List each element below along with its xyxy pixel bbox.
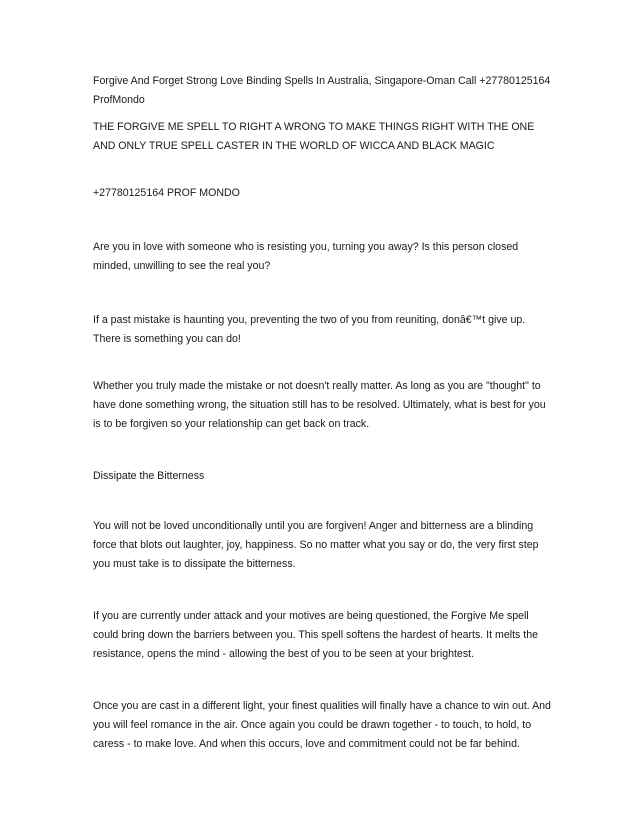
body-paragraph: Are you in love with someone who is resisting you, turning you away? Is this person closed minded, unwilling to see the real you? bbox=[93, 241, 519, 272]
contact-line: +27780125164 PROF MONDO bbox=[93, 187, 240, 199]
body-paragraph: Once you are cast in a different light, your finest qualities will finally have a chance to win out. And you will feel romance in the air. Once again you could be drawn together - to touch, to hold, to caress - to make love. And when this occurs, love and commitment could not be far behind. bbox=[93, 700, 551, 750]
body-paragraph: If you are currently under attack and your motives are being questioned, the Forgive Me spell could bring down the barriers between you. This spell softens the hardest of hearts. It melts the resistance, opens the mind - allowing the best of you to be seen at your brightest. bbox=[93, 610, 538, 660]
body-paragraph: If a past mistake is haunting you, preventing the two of you from reuniting, donâ€™t give up. There is something you can do! bbox=[93, 314, 526, 345]
document-title: Forgive And Forget Strong Love Binding Spells In Australia, Singapore-Oman Call +27780125164 ProfMondo bbox=[93, 75, 551, 106]
heading-paragraph: THE FORGIVE ME SPELL TO RIGHT A WRONG TO MAKE THINGS RIGHT WITH THE ONE AND ONLY TRUE SPELL CASTER IN THE WORLD OF WICCA AND BLACK MAGIC bbox=[93, 121, 535, 152]
body-paragraph: You will not be loved unconditionally until you are forgiven! Anger and bitterness are a blinding force that blots out laughter, joy, happiness. So no matter what you say or do, the very first step you must take is to dissipate the bitterness. bbox=[93, 520, 539, 570]
section-heading: Dissipate the Bitterness bbox=[93, 470, 205, 482]
body-paragraph: Whether you truly made the mistake or not doesn't really matter. As long as you are "thought" to have done something wrong, the situation still has to be resolved. Ultimately, what is best for you is to be forgiven so your relationship can get back on track. bbox=[93, 380, 546, 430]
